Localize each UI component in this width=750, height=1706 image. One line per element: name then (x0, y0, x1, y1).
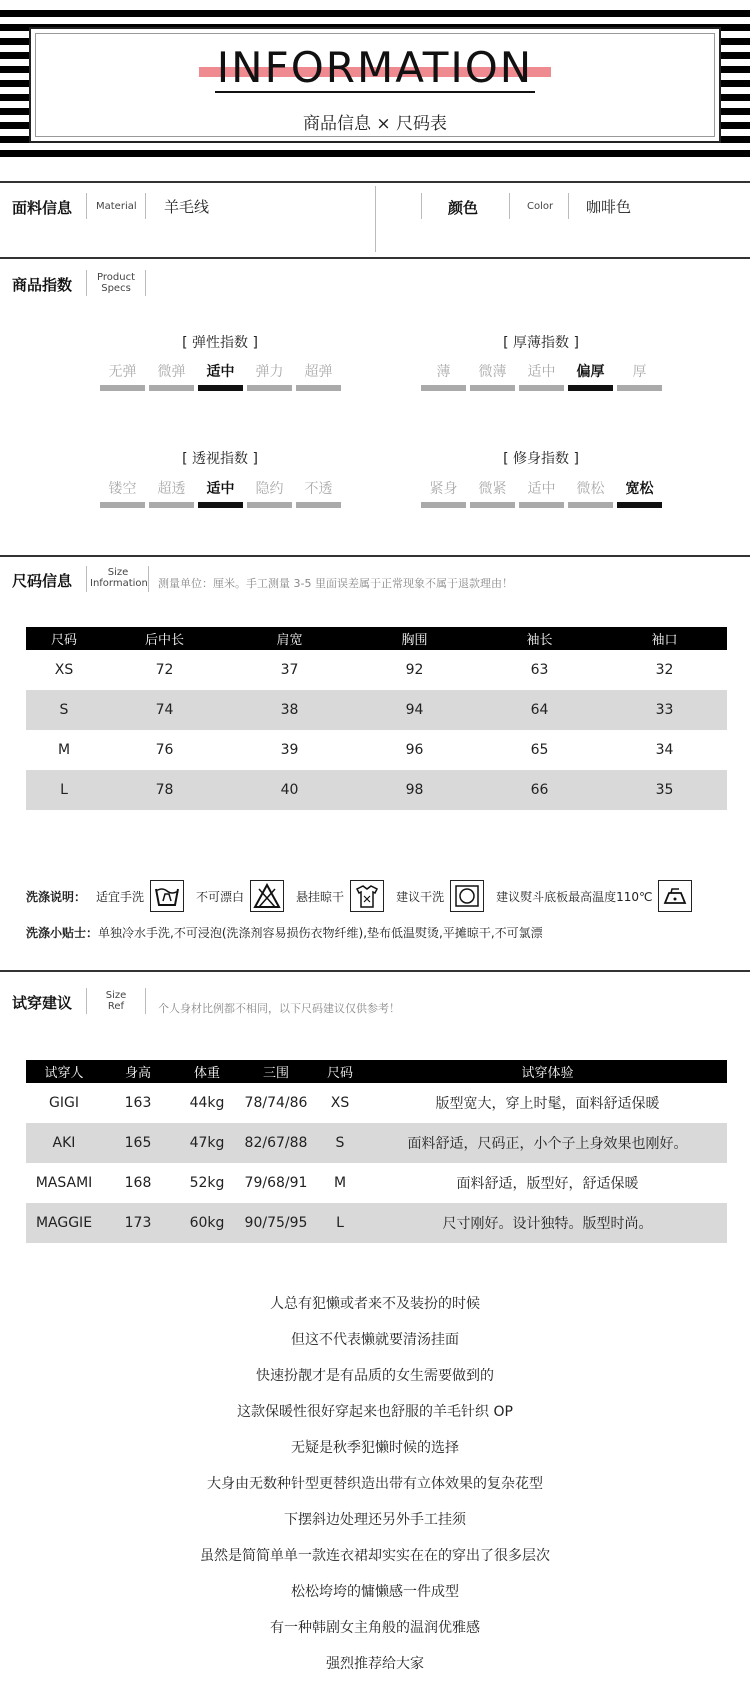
table-cell: 33 (602, 690, 727, 730)
divider (145, 193, 146, 219)
description-line: 这款保暖性很好穿起来也舒服的羊毛针织 OP (237, 1404, 513, 1420)
table-cell: 40 (227, 770, 352, 810)
column-header: 尺码 (26, 627, 102, 650)
table-cell: 92 (405, 662, 424, 678)
scale-option (617, 362, 662, 391)
hang-dry-icon (350, 880, 384, 912)
divider (568, 193, 569, 219)
scale-bar (247, 385, 292, 391)
table-cell: 79/68/91 (244, 1175, 308, 1191)
table-row (26, 730, 727, 770)
scale-bar (296, 502, 341, 508)
title-highlight-bar (199, 67, 551, 77)
table-cell: 74 (102, 690, 227, 730)
scale-option (296, 479, 341, 508)
care-label: 洗涤说明： (26, 889, 87, 904)
table-cell: 32 (655, 662, 674, 678)
specs-label: 商品指数 (12, 276, 73, 294)
scale-option-label: 隐约 (255, 481, 284, 497)
column-header: 试穿体验 (368, 1060, 727, 1083)
table-cell: 38 (227, 690, 352, 730)
color-value: 咖啡色 (586, 198, 632, 216)
scale-bar (198, 502, 243, 508)
scale-option-label: 适中 (527, 481, 556, 497)
description-line: 下摆斜边处理还另外手工挂须 (284, 1512, 466, 1528)
table-cell: 165 (102, 1123, 174, 1163)
size-label: 尺码信息 (12, 572, 73, 590)
table-cell: 尺寸刚好。设计独特。版型时尚。 (368, 1203, 727, 1243)
care-item-label: 适宜手洗 (96, 889, 145, 904)
scale-option (198, 479, 243, 508)
scale-bar (421, 502, 466, 508)
care-item-label: 不可漂白 (196, 889, 245, 904)
divider (375, 186, 376, 252)
scale-option (421, 362, 466, 391)
table-cell: 90/75/95 (240, 1203, 312, 1243)
scale-option (296, 362, 341, 391)
table-cell: S (312, 1123, 368, 1163)
table-cell: 版型宽大，穿上时髦，面料舒适保暖 (435, 1096, 660, 1112)
column-header: 身高 (102, 1060, 174, 1083)
column-header: 体重 (174, 1060, 240, 1083)
transparency-title: [ 透视指数 ] (182, 451, 258, 467)
table-cell: 52kg (189, 1175, 225, 1191)
divider (86, 566, 87, 592)
scale-bar (568, 385, 613, 391)
column-header: 尺码 (312, 1060, 368, 1083)
table-cell: MAGGIE (26, 1203, 102, 1243)
care-tip (26, 924, 543, 941)
table-cell: M (57, 742, 71, 758)
scale-bar (149, 502, 194, 508)
table-row (26, 1163, 727, 1203)
scale-option (568, 479, 613, 508)
divider (145, 270, 146, 296)
scale-option (470, 479, 515, 508)
table-cell: 163 (124, 1095, 152, 1111)
fit-index-title: [ 修身指数 ] (503, 451, 579, 467)
table-cell: 78 (102, 770, 227, 810)
care-item-label: 建议干洗 (396, 889, 445, 904)
table-cell: 173 (102, 1203, 174, 1243)
scale-bar (296, 385, 341, 391)
scale-bar (617, 385, 662, 391)
scale-option (470, 362, 515, 391)
description-line: 有一种韩剧女主角般的温润优雅感 (270, 1620, 480, 1636)
divider (421, 193, 422, 219)
column-header: 肩宽 (227, 627, 352, 650)
scale-option-label: 超弹 (304, 364, 333, 380)
specs-label-en: Product Specs (97, 272, 135, 294)
size-note: 测量单位：厘米。手工测量 3-5 里面误差属于正常现象不属于退款理由！ (158, 577, 513, 590)
divider (145, 988, 146, 1014)
description-line: 大身由无数种针型更替织造出带有立体效果的复杂花型 (207, 1476, 543, 1492)
table-row (26, 1123, 727, 1163)
elasticity-title: [ 弹性指数 ] (182, 335, 258, 351)
table-row (26, 770, 727, 810)
fit-table-header (26, 1060, 727, 1083)
scale-option (247, 362, 292, 391)
scale-option-label: 紧身 (429, 481, 458, 497)
scale-bar (247, 502, 292, 508)
thickness-scale (421, 362, 662, 391)
table-cell: 47kg (174, 1123, 240, 1163)
scale-option-label: 偏厚 (576, 364, 605, 380)
scale-option (149, 479, 194, 508)
scale-option-label: 超透 (157, 481, 186, 497)
scale-option-label: 微松 (576, 481, 605, 497)
description-line: 人总有犯懒或者来不及装扮的时候 (270, 1296, 480, 1312)
material-label-en: Material (96, 201, 137, 212)
table-cell: XS (330, 1095, 350, 1111)
fit-label: 试穿建议 (12, 994, 73, 1012)
scale-bar (470, 502, 515, 508)
table-cell: 96 (405, 742, 424, 758)
fit-index-scale (421, 479, 662, 508)
description-line: 快速扮靓才是有品质的女生需要做到的 (256, 1368, 494, 1384)
no-bleach-icon (250, 880, 284, 912)
table-row (26, 690, 727, 730)
scale-option (100, 362, 145, 391)
scale-bar (421, 385, 466, 391)
scale-option-label: 适中 (527, 364, 556, 380)
scale-option-label: 微弹 (157, 364, 186, 380)
scale-option-label: 厚 (632, 364, 647, 380)
scale-option (198, 362, 243, 391)
column-header: 试穿人 (26, 1060, 102, 1083)
table-row (26, 1083, 727, 1123)
table-cell: 64 (477, 690, 602, 730)
banner-subtitle: 商品信息 × 尺码表 (302, 114, 448, 134)
care-item (396, 880, 484, 912)
table-cell: 82/67/88 (240, 1123, 312, 1163)
table-cell: 72 (155, 662, 174, 678)
scale-option (247, 479, 292, 508)
scale-option-label: 宽松 (625, 481, 654, 497)
divider (86, 988, 87, 1014)
scale-option-label: 适中 (206, 364, 235, 380)
scale-option-label: 微紧 (478, 481, 507, 497)
scale-option (100, 479, 145, 508)
information-banner (0, 10, 750, 160)
scale-option-label: 适中 (206, 481, 235, 497)
size-label-en: Size Information (90, 567, 148, 589)
care-item-label: 建议熨斗底板最高温度110℃ (496, 889, 653, 904)
divider (509, 193, 510, 219)
description-line: 但这不代表懒就要清汤挂面 (291, 1332, 459, 1348)
scale-bar (149, 385, 194, 391)
care-item (296, 880, 384, 912)
table-cell: 76 (155, 742, 174, 758)
table-cell: 39 (280, 742, 299, 758)
size-table (26, 627, 727, 810)
column-header: 胸围 (352, 627, 477, 650)
table-cell: 168 (124, 1175, 152, 1191)
divider (0, 970, 750, 972)
dry-clean-icon (450, 880, 484, 912)
divider (86, 193, 87, 219)
table-cell: 98 (352, 770, 477, 810)
column-header: 袖口 (602, 627, 727, 650)
table-cell: M (333, 1175, 347, 1191)
table-cell: 65 (530, 742, 549, 758)
scale-bar (519, 502, 564, 508)
title-underline (215, 91, 535, 93)
elasticity-scale (100, 362, 341, 391)
fit-note: 个人身材比例都不相同，以下尺码建议仅供参考！ (158, 1002, 400, 1015)
description-line: 无疑是秋季犯懒时候的选择 (291, 1440, 459, 1456)
table-cell: L (26, 770, 102, 810)
table-cell: 78/74/86 (244, 1095, 308, 1111)
care-tip-text: 单独冷水手洗,不可浸泡(洗涤剂容易损伤衣物纤维),垫布低温熨烫,平摊晾干,不可氯漂 (98, 926, 543, 940)
description-line: 强烈推荐给大家 (326, 1656, 424, 1672)
table-cell: S (26, 690, 102, 730)
fit-label-en: Size Ref (105, 990, 127, 1012)
table-cell: 面料舒适，尺码正，小个子上身效果也刚好。 (368, 1123, 727, 1163)
column-header: 三围 (240, 1060, 312, 1083)
scale-option (519, 362, 564, 391)
material-label: 面料信息 (12, 199, 73, 217)
divider (148, 566, 149, 592)
scale-option-label: 不透 (304, 481, 333, 497)
divider (0, 257, 750, 259)
color-label-en: Color (527, 201, 554, 212)
scale-bar (617, 502, 662, 508)
description-line: 松松垮垮的慵懒感一件成型 (291, 1584, 459, 1600)
table-cell: 34 (655, 742, 674, 758)
table-cell: 44kg (189, 1095, 225, 1111)
color-label: 颜色 (448, 199, 479, 217)
table-cell: GIGI (49, 1095, 79, 1111)
column-header: 后中长 (102, 627, 227, 650)
care-item (196, 880, 284, 912)
scale-option (568, 362, 613, 391)
table-row (26, 650, 727, 690)
scale-option (421, 479, 466, 508)
care-item (96, 880, 184, 912)
scale-bar (100, 502, 145, 508)
scale-bar (198, 385, 243, 391)
care-instructions (26, 878, 692, 914)
table-cell: 面料舒适，版型好，舒适保暖 (456, 1176, 639, 1192)
size-table-header (26, 627, 727, 650)
scale-bar (519, 385, 564, 391)
table-cell: 37 (280, 662, 299, 678)
table-cell: 94 (352, 690, 477, 730)
material-value: 羊毛线 (164, 198, 210, 216)
table-cell: MASAMI (35, 1175, 93, 1191)
thickness-title: [ 厚薄指数 ] (503, 335, 579, 351)
table-row (26, 1203, 727, 1243)
table-cell: 66 (477, 770, 602, 810)
banner-title: INFORMATION (216, 43, 534, 92)
transparency-scale (100, 479, 341, 508)
scale-option-label: 微薄 (478, 364, 507, 380)
divider (0, 181, 750, 183)
scale-option (149, 362, 194, 391)
description-line: 虽然是简简单单一款连衣裙却实实在在的穿出了很多层次 (200, 1548, 550, 1564)
table-cell: AKI (26, 1123, 102, 1163)
scale-bar (100, 385, 145, 391)
scale-option (617, 479, 662, 508)
table-cell: L (312, 1203, 368, 1243)
column-header: 袖长 (477, 627, 602, 650)
divider (0, 555, 750, 557)
scale-option-label: 镂空 (108, 481, 137, 497)
table-cell: 35 (602, 770, 727, 810)
scale-option-label: 无弹 (108, 364, 137, 380)
scale-option-label: 弹力 (255, 364, 284, 380)
table-cell: 63 (530, 662, 549, 678)
scale-bar (568, 502, 613, 508)
banner-frame (29, 27, 721, 143)
fit-table (26, 1060, 727, 1243)
hand-wash-icon (150, 880, 184, 912)
product-description (0, 1286, 750, 1682)
care-tip-label: 洗涤小贴士： (26, 926, 99, 940)
scale-bar (470, 385, 515, 391)
iron-icon (658, 880, 692, 912)
scale-option-label: 薄 (436, 364, 451, 380)
divider (86, 270, 87, 296)
care-item-label: 悬挂晾干 (296, 889, 345, 904)
care-item (496, 880, 692, 912)
table-cell: XS (54, 662, 74, 678)
scale-option (519, 479, 564, 508)
table-cell: 60kg (174, 1203, 240, 1243)
